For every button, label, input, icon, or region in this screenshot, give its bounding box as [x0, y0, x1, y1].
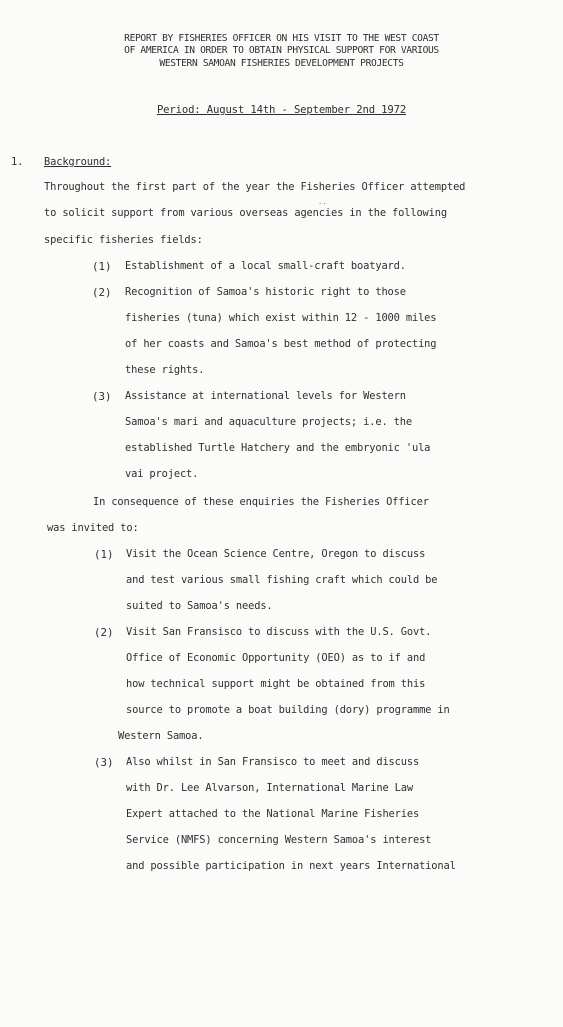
field-number-3: (3): [92, 390, 112, 403]
field-1-line-1: Establishment of a local small-craft boatyard.: [125, 260, 406, 272]
intro-line-3: specific fisheries fields:: [44, 234, 203, 246]
invitation-2-line-1: Visit San Fransisco to discuss with the U.S. Govt.: [126, 626, 432, 638]
typewriter-mark: ..: [318, 198, 327, 206]
invitation-1-line-1: Visit the Ocean Science Centre, Oregon to discuss: [126, 548, 426, 560]
invitation-3-line-5: and possible participation in next years International: [126, 860, 456, 872]
invitation-1-line-2: and test various small fishing craft which could be: [126, 574, 438, 586]
field-2-line-1: Recognition of Samoa's historic right to those: [125, 286, 406, 298]
invitation-2-line-4: source to promote a boat building (dory) programme in: [126, 704, 450, 716]
invitation-3-line-3: Expert attached to the National Marine Fisheries: [126, 808, 420, 820]
report-period: Period: August 14th - September 2nd 1972: [156, 104, 407, 116]
intro-line-1: Throughout the first part of the year the Fisheries Officer attempted: [44, 181, 466, 193]
field-2-line-4: these rights.: [125, 364, 205, 376]
invitation-2-line-2: Office of Economic Opportunity (OEO) as to if and: [126, 652, 426, 664]
section-number: 1.: [11, 156, 24, 168]
invitation-1-line-3: suited to Samoa's needs.: [126, 600, 273, 612]
field-2-line-3: of her coasts and Samoa's best method of protecting: [125, 338, 437, 350]
invitation-number-1: (1): [94, 548, 114, 561]
consequence-line-2: was invited to:: [47, 522, 139, 534]
invitation-3-line-4: Service (NMFS) concerning Western Samoa's interest: [126, 834, 432, 846]
invitation-number-3: (3): [94, 756, 114, 769]
field-3-line-1: Assistance at international levels for Western: [125, 390, 406, 402]
field-3-line-4: vai project.: [125, 468, 199, 480]
field-3-line-3: established Turtle Hatchery and the embryonic 'ula: [125, 442, 431, 454]
invitation-3-line-2: with Dr. Lee Alvarson, International Marine Law: [126, 782, 413, 794]
consequence-line-1: In consequence of these enquiries the Fisheries Officer: [93, 496, 429, 508]
field-number-1: (1): [92, 260, 112, 273]
section-heading: Background:: [44, 156, 112, 168]
invitation-2-line-5: Western Samoa.: [118, 730, 204, 742]
field-number-2: (2): [92, 286, 112, 299]
field-3-line-2: Samoa's mari and aquaculture projects; i.e. the: [125, 416, 412, 428]
invitation-3-line-1: Also whilst in San Fransisco to meet and discuss: [126, 756, 420, 768]
report-title-line-3: WESTERN SAMOAN FISHERIES DEVELOPMENT PROJECTS: [159, 58, 404, 69]
report-title-line-2: OF AMERICA IN ORDER TO OBTAIN PHYSICAL SUPPORT FOR VARIOUS: [124, 45, 439, 56]
report-title-line-1: REPORT BY FISHERIES OFFICER ON HIS VISIT TO THE WEST COAST: [124, 33, 439, 44]
field-2-line-2: fisheries (tuna) which exist within 12 - 1000 miles: [125, 312, 437, 324]
invitation-2-line-3: how technical support might be obtained from this: [126, 678, 426, 690]
intro-line-2: to solicit support from various overseas agencies in the following: [44, 207, 447, 219]
invitation-number-2: (2): [94, 626, 114, 639]
